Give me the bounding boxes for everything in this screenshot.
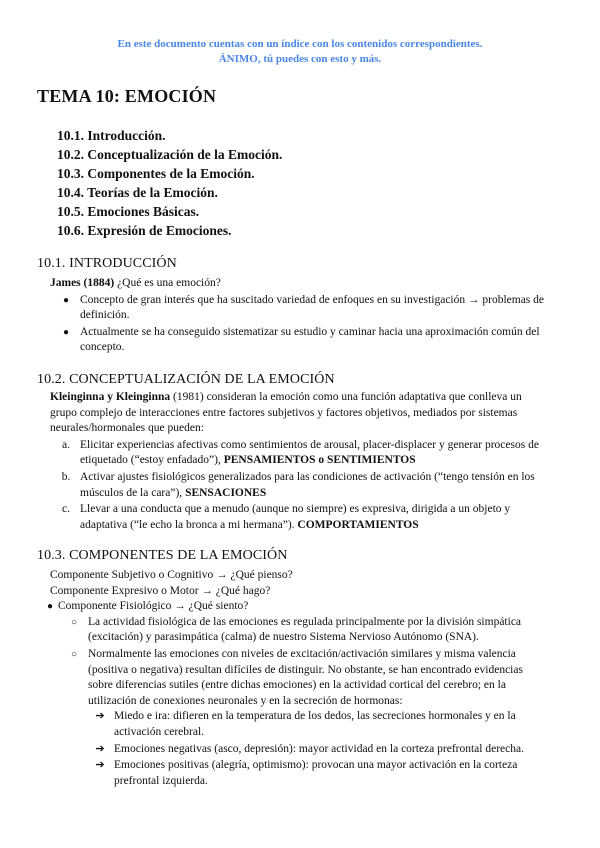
list-item-text: Actualmente se ha conseguido sistematizar su estudio y caminar hacia una aproximación común del concepto. <box>80 325 540 354</box>
sub-list-item <box>70 647 550 709</box>
list-item-text: Concepto de gran interés que ha suscitado variedad de enfoques en su investigación → problemas de definición. <box>80 293 545 322</box>
circle-bullet-icon: ○ <box>70 648 78 660</box>
bullet-icon: ● <box>62 294 70 306</box>
arrow-list-item <box>95 709 550 740</box>
list-item-emphasis: SENSACIONES <box>185 486 267 499</box>
bullet-icon: ● <box>46 601 54 613</box>
list-marker: b. <box>61 470 71 483</box>
list-item <box>61 470 550 501</box>
banner-line-1: En este documento cuentas con un índice con los contenidos correspondientes. <box>117 38 483 50</box>
definition-paragraph <box>50 390 550 437</box>
arrow-list-item-text: Emociones negativas (asco, depresión): mayor actividad en la corteza prefrontal derecha. <box>114 742 524 755</box>
sub-list-item <box>70 615 550 646</box>
list-item-text: Elicitar experiencias afectivas como sentimientos de arousal, placer-displacer y generar procesos de etiquetado (“estoy enfadado”), <box>80 438 539 467</box>
section-conceptualizacion-body <box>50 390 550 533</box>
arrow-list-item-text: Miedo e ira: difieren en la temperatura de los dedos, las secreciones hormonales y en la activación cerebral. <box>114 710 516 738</box>
toc-item: 10.5. Emociones Básicas. <box>57 204 200 219</box>
circle-bullet-icon: ○ <box>70 616 78 628</box>
component-line: Componente Subjetivo o Cognitivo → ¿Qué pienso? <box>50 569 293 581</box>
sub-list-item-text: La actividad fisiológica de las emociones es regulada principalmente por la división simpática (excitación) y parasimpática (calma) de nuestro Sistema Nervioso Autónomo (SNA). <box>88 615 522 644</box>
toc-item: 10.1. Introducción. <box>57 128 166 143</box>
banner-line-2: ÁNIMO, tú puedes con esto y más. <box>218 53 382 65</box>
author-name: James (1884) <box>50 277 115 289</box>
list-marker: c. <box>62 503 70 516</box>
document-title: TEMA 10: EMOCIÓN <box>37 86 217 106</box>
section-heading-conceptualizacion: 10.2. CONCEPTUALIZACIÓN DE LA EMOCIÓN <box>37 372 335 387</box>
arrow-list-item <box>95 758 550 789</box>
section-componentes-body <box>46 568 550 789</box>
section-heading-introduccion: 10.1. INTRODUCCIÓN <box>37 256 177 271</box>
arrow-list-item <box>95 742 550 758</box>
toc-item: 10.3. Componentes de la Emoción. <box>57 166 255 181</box>
intro-banner <box>0 37 600 67</box>
list-item-emphasis: PENSAMIENTOS o SENTIMIENTOS <box>223 454 416 467</box>
list-item-text: Componente Fisiológico → ¿Qué siento? <box>58 600 249 613</box>
arrow-list-item-text: Emociones positivas (alegría, optimismo): provocan una mayor activación en la corteza prefrontal izquierda. <box>114 759 518 787</box>
table-of-contents <box>57 126 282 240</box>
arrow-bullet-icon: ➔ <box>95 742 105 755</box>
toc-item: 10.4. Teorías de la Emoción. <box>57 185 218 200</box>
definition-text: (1981) consideran la emoción como una función adaptativa que conlleva un grupo complejo de interacciones entre factores subjetivos y factores objetivos, mediados por sistemas neurales/hormonales que pueden: <box>50 391 522 435</box>
author-line <box>50 276 550 292</box>
list-item <box>62 293 550 324</box>
toc-item: 10.6. Expresión de Emociones. <box>57 223 232 238</box>
list-item-text: Llevar a una conducta que a menudo (aunque no siempre) es expresiva, dirigida a un objeto y adaptativa (“le echo la bronca a mi hermana”). <box>80 503 511 531</box>
list-item <box>62 502 550 533</box>
section-heading-componentes: 10.3. COMPONENTES DE LA EMOCIÓN <box>37 548 288 563</box>
list-item <box>62 438 550 469</box>
list-item-emphasis: COMPORTAMIENTOS <box>297 518 419 531</box>
list-item <box>62 325 550 356</box>
list-item-text: Activar ajustes fisiológicos generalizados para las condiciones de activación (“tengo tensión en los músculos de la cara”), <box>80 470 535 499</box>
section-introduccion-body <box>50 276 550 356</box>
component-line: Componente Expresivo o Motor → ¿Qué hago? <box>50 584 271 597</box>
list-marker: a. <box>62 438 70 451</box>
list-item <box>46 599 550 615</box>
arrow-bullet-icon: ➔ <box>95 759 105 772</box>
author-question: ¿Qué es una emoción? <box>114 277 221 289</box>
authors-name: Kleinginna y Kleinginna <box>50 391 171 403</box>
arrow-bullet-icon: ➔ <box>95 710 105 723</box>
toc-item: 10.2. Conceptualización de la Emoción. <box>57 147 283 162</box>
sub-list-item-text: Normalmente las emociones con niveles de excitación/activación similares y misma valencia (positiva o negativa) resultan difíciles de distinguir. No obstante, se han encontrado evidencias sobre diferencias sutiles (entre dichas emociones) en la actividad cortical del cerebro; en la utilización de conexiones neuronales y en la secreción de hormonas: <box>88 647 523 707</box>
bullet-icon: ● <box>62 326 70 338</box>
